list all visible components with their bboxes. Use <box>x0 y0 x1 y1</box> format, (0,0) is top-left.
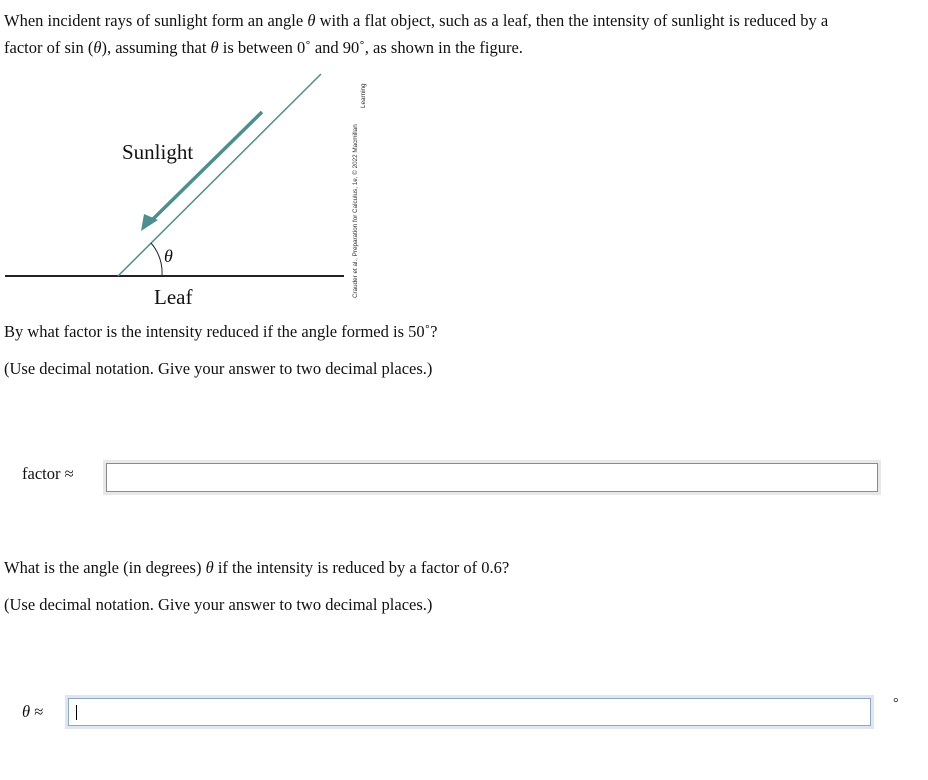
approx-symbol: ≈ <box>30 702 44 721</box>
theta-label: θ <box>164 246 173 266</box>
question-1-text: By what factor is the intensity reduced if the angle formed is 50˚? <box>4 322 438 341</box>
intro-text: ), assuming that <box>101 38 211 57</box>
sunlight-label: Sunlight <box>122 140 194 164</box>
theta-answer-label <box>22 702 43 722</box>
figure-credit: Learning <box>360 83 367 108</box>
intro-line-1 <box>4 11 828 31</box>
degree-unit: ° <box>893 696 899 711</box>
intro-text: is between 0˚ and 90˚, as shown in the figure. <box>218 38 523 57</box>
factor-label: factor ≈ <box>22 464 74 483</box>
theta-symbol: θ <box>22 702 31 721</box>
theta-symbol: θ <box>307 11 316 30</box>
figure-credit: Crauder et al., Preparation for Calculus, 1e, © 2022 Macmillan <box>352 124 359 298</box>
leaf-label: Leaf <box>154 285 193 309</box>
question-2-instruction: (Use decimal notation. Give your answer to two decimal places.) <box>4 595 433 614</box>
intro-text: with a flat object, such as a leaf, then the intensity of sunlight is reduced by a <box>315 11 829 30</box>
angle-arc <box>151 243 162 275</box>
theta-symbol: θ <box>93 38 102 57</box>
theta-answer-input[interactable] <box>68 698 871 726</box>
theta-symbol: θ <box>210 38 219 57</box>
text-cursor <box>76 705 77 720</box>
intro-line-2 <box>4 38 523 58</box>
question-1-instruction: (Use decimal notation. Give your answer to two decimal places.) <box>4 359 433 378</box>
question-2-text <box>4 558 509 578</box>
sunlight-arrow-shaft <box>150 112 262 222</box>
sunlight-leaf-figure <box>0 68 400 313</box>
factor-answer-input[interactable] <box>106 463 878 492</box>
intro-text: factor of sin ( <box>4 38 94 57</box>
theta-symbol: θ <box>205 558 214 577</box>
question-2-text-part: if the intensity is reduced by a factor of 0.6? <box>213 558 510 577</box>
intro-text: When incident rays of sunlight form an angle <box>4 11 308 30</box>
sunlight-ray-line <box>118 74 321 276</box>
question-2-text-part: What is the angle (in degrees) <box>4 558 206 577</box>
